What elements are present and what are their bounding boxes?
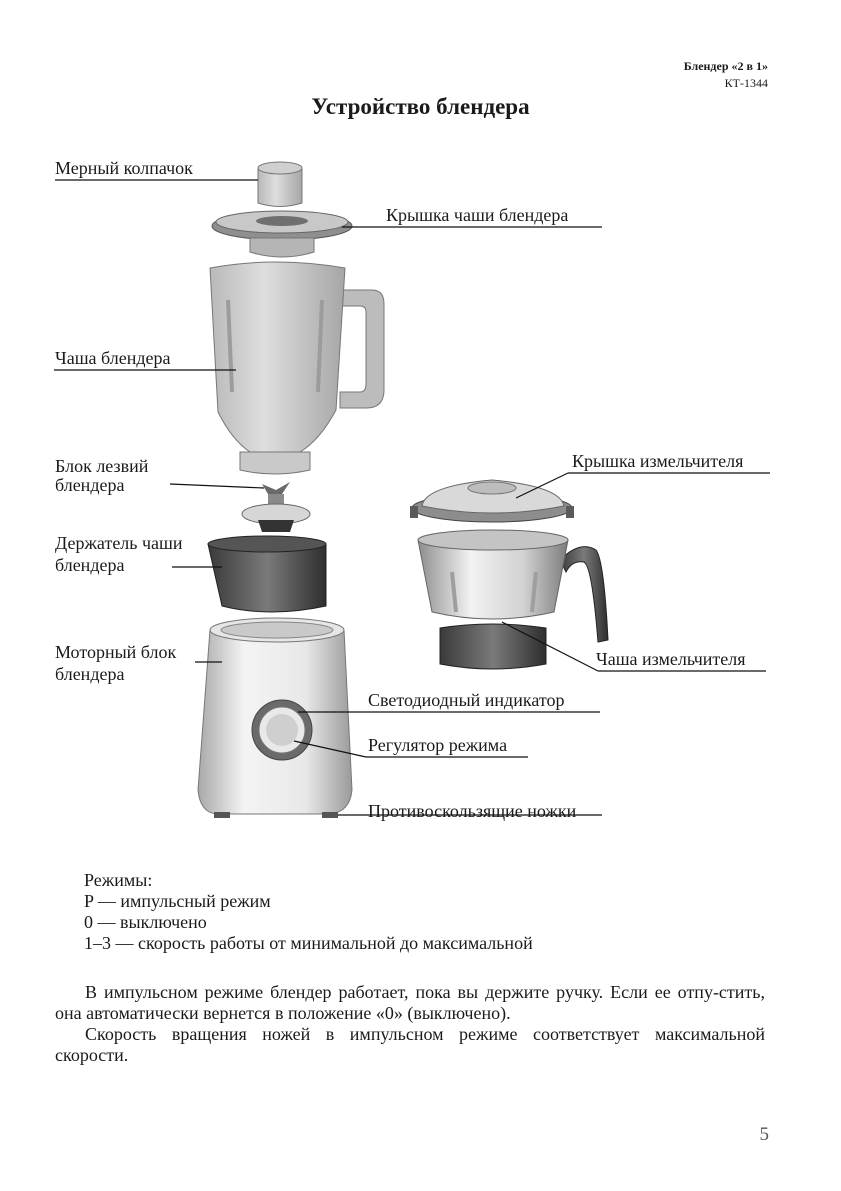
mode-item: P — импульсный режим [84,891,271,911]
label-motor-base-line1: Моторный блок [55,642,177,662]
page-title: Устройство блендера [311,94,530,119]
label-blade-unit-line1: Блок лезвий [55,456,149,476]
label-led-indicator: Светодиодный индикатор [368,690,565,710]
paragraph-pulse-mode: В импульсном режиме блендер работает, пока вы держите ручку. Если ее отпу-стить, она автоматически вернется в положение «0» (выключено). [55,982,765,1023]
page-number: 5 [759,1124,769,1145]
label-grinder-bowl: Чаша измельчителя [596,649,746,669]
label-mode-knob: Регулятор режима [368,735,508,755]
jar-lid [212,211,352,257]
jar-holder [208,536,326,612]
mode-knob [252,700,312,760]
header-model: Блендер «2 в 1» [683,59,768,73]
leader-lines [54,180,770,815]
label-grinder-lid: Крышка измельчителя [572,451,744,471]
blender-jar [210,262,384,474]
modes-list [84,870,533,954]
mode-item: 0 — выключено [84,912,207,932]
label-non-slip-feet: Противоскользящие ножки [368,801,577,821]
label-jar-holder-line1: Держатель чаши [55,533,183,553]
label-jar: Чаша блендера [55,348,171,368]
blade-unit [242,482,310,532]
modes-heading: Режимы: [84,870,153,890]
label-motor-base-line2: блендера [55,664,125,684]
header-code: КТ-1344 [724,76,768,90]
label-jar-lid: Крышка чаши блендера [386,205,569,225]
label-blade-unit-line2: блендера [55,475,125,495]
label-jar-holder-line2: блендера [55,555,125,575]
paragraph-pulse-speed: Скорость вращения ножей в импульсном режиме соответствует максимальной скорости. [55,1024,765,1065]
measuring-cap [258,162,302,207]
mode-item: 1–3 — скорость работы от минимальной до максимальной [84,933,533,953]
label-measuring-cap: Мерный колпачок [55,158,193,178]
grinder-lid [410,480,574,522]
grinder-bowl [418,530,608,669]
